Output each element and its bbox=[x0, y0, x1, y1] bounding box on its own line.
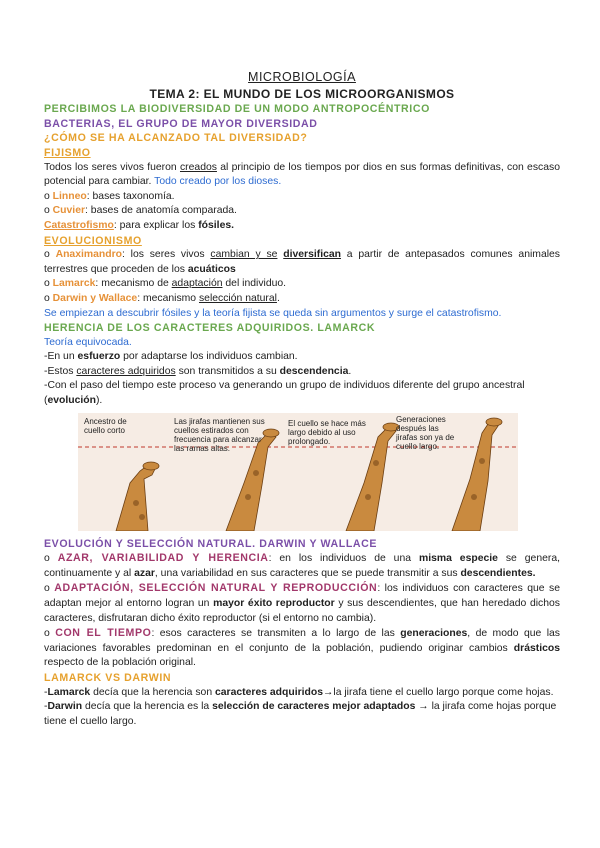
text: : los seres vivos bbox=[121, 249, 211, 261]
text: acuáticos bbox=[187, 263, 236, 275]
heading-evolucionismo: EVOLUCIONISMO bbox=[44, 234, 142, 247]
bullet: o bbox=[44, 583, 55, 595]
text: CON EL TIEMPO bbox=[55, 627, 152, 640]
bullet: o bbox=[44, 190, 53, 202]
text: -En un bbox=[44, 351, 78, 363]
text: : bases taxonomía. bbox=[86, 190, 175, 202]
text: , de modo que las variaciones favorables predominan en el conjunto de la población, pudiendo originar cambios bbox=[44, 628, 560, 654]
fijismo-paragraph bbox=[44, 161, 560, 190]
text: →la jirafa tiene el cuello largo porque come hojas. bbox=[323, 686, 554, 698]
heading-biodiversidad: PERCIBIMOS LA BIODIVERSIDAD DE UN MODO ANTROPOCÉNTRICO bbox=[44, 103, 430, 116]
herencia-line-2 bbox=[44, 365, 560, 380]
text: selección natural bbox=[198, 292, 277, 304]
herencia-note: Teoría equivocada. bbox=[44, 336, 132, 348]
text: creados bbox=[179, 161, 217, 173]
text: por adaptarse los individuos cambian. bbox=[120, 351, 298, 363]
text: -Con el paso del tiempo este proceso va generando un grupo de individuos diferente del grupo ancestral ( bbox=[44, 380, 525, 407]
text: generaciones bbox=[400, 628, 468, 640]
heading-fijismo: FIJISMO bbox=[44, 146, 91, 159]
text: : los individuos con caracteres que se adaptan mejor al entorno logran un bbox=[44, 583, 561, 610]
bullet: o bbox=[44, 249, 56, 261]
linneo-item bbox=[44, 190, 560, 205]
text: : en los individuos de una bbox=[268, 553, 419, 565]
document-page bbox=[44, 70, 560, 729]
text: fósiles. bbox=[198, 219, 235, 231]
text: esfuerzo bbox=[77, 351, 121, 363]
text: se genera, continuamente y al bbox=[44, 553, 561, 579]
text: AZAR, VARIABILIDAD Y HERENCIA bbox=[57, 552, 269, 565]
herencia-line-1 bbox=[44, 350, 560, 365]
caption-generations: Generaciones después las jirafas son ya de cuello largo. bbox=[396, 414, 455, 451]
bullet: o bbox=[44, 292, 53, 304]
text: : bases de anatomía comparada. bbox=[85, 205, 237, 217]
text: Linneo bbox=[52, 190, 87, 202]
evolucionismo-note: Se empiezan a descubrir fósiles y la teoría fijista se queda sin argumentos y surge el catastrofismo. bbox=[44, 307, 502, 319]
text: drásticos bbox=[513, 642, 560, 654]
text: : mecanismo bbox=[137, 292, 199, 304]
text: Darwin y Wallace bbox=[52, 292, 138, 304]
text: → la jirafa come hojas porque tiene el cuello largo. bbox=[44, 701, 557, 727]
caption-longer: El cuello se hace más largo debido al uso prolongado. bbox=[288, 418, 366, 446]
text: ). bbox=[95, 395, 103, 407]
text: . bbox=[276, 292, 280, 304]
text: : para explicar los bbox=[113, 219, 199, 231]
text: selección de caracteres mejor adaptados bbox=[212, 701, 416, 713]
bullet: o bbox=[44, 628, 56, 640]
lamarck-item bbox=[44, 277, 560, 292]
text: decía que la herencia son bbox=[90, 686, 215, 698]
vs-lamarck bbox=[44, 686, 560, 701]
text: Todo creado por los dioses. bbox=[154, 176, 282, 188]
text: ADAPTACIÓN, SELECCIÓN NATURAL Y REPRODUCCIÓN bbox=[54, 582, 378, 595]
text: : esos caracteres se transmiten a lo largo de las bbox=[151, 628, 401, 640]
text: Cuvier bbox=[52, 205, 86, 217]
cuvier-item bbox=[44, 204, 560, 219]
text: - bbox=[44, 701, 48, 713]
document-title: MICROBIOLOGÍA bbox=[248, 70, 356, 84]
text: Darwin bbox=[47, 701, 83, 713]
text: a partir de antepasados comunes animales terrestres que proceden de los bbox=[44, 249, 560, 275]
text: Anaximandro bbox=[55, 249, 122, 261]
adaptacion-item bbox=[44, 581, 560, 626]
text: evolución bbox=[47, 395, 96, 407]
heading-como: ¿CÓMO SE HA ALCANZADO TAL DIVERSIDAD? bbox=[44, 132, 308, 145]
text: y sus descendientes, que han heredado dichos caracteres, disfrutaran dicho éxito reproductor (si el entorno no cambia). bbox=[44, 598, 561, 624]
text: -Estos bbox=[44, 365, 77, 377]
text: . bbox=[348, 365, 352, 377]
catastrofismo-item bbox=[44, 219, 560, 234]
text: caracteres adquiridos bbox=[76, 365, 176, 377]
text: descendientes. bbox=[460, 567, 536, 579]
giraffe-short-neck bbox=[116, 462, 159, 531]
text: caracteres adquiridos bbox=[215, 686, 323, 698]
anaximandro-item bbox=[44, 248, 560, 277]
darwin-item bbox=[44, 292, 560, 307]
heading-lamarck-vs-darwin: LAMARCK VS DARWIN bbox=[44, 672, 172, 684]
heading-herencia: HERENCIA DE LOS CARACTERES ADQUIRIDOS. LAMARCK bbox=[44, 322, 376, 335]
heading-seleccion: EVOLUCIÓN Y SELECCIÓN NATURAL. DARWIN Y WALLACE bbox=[44, 537, 378, 550]
tiempo-item bbox=[44, 626, 560, 671]
text: misma especie bbox=[418, 553, 498, 565]
giraffe-evolution-figure bbox=[78, 413, 518, 531]
herencia-line-3 bbox=[44, 379, 560, 408]
text: - bbox=[44, 686, 48, 698]
bullet: o bbox=[44, 205, 53, 217]
text: , una variabilidad en sus caracteres que se puede transmitir a sus bbox=[154, 567, 461, 579]
text: adaptación bbox=[171, 278, 223, 290]
text: respecto de la población original. bbox=[44, 657, 196, 669]
text: del individuo. bbox=[222, 278, 287, 290]
text: decía que la herencia es la bbox=[82, 701, 213, 713]
caption-stretching: Las jirafas mantienen sus cuellos estirados con frecuencia para alcanzar las ramas altas. bbox=[174, 416, 265, 453]
text: descendencia bbox=[279, 365, 349, 377]
caption-ancestor: Ancestro de cuello corto bbox=[84, 416, 127, 435]
bullet: o bbox=[44, 553, 58, 565]
document-subtitle: TEMA 2: EL MUNDO DE LOS MICROORGANISMOS bbox=[149, 86, 455, 101]
text: Todos los seres vivos fueron bbox=[44, 161, 180, 173]
vs-darwin bbox=[44, 700, 560, 729]
bullet: o bbox=[44, 278, 53, 290]
text: Lamarck bbox=[47, 686, 91, 698]
text: son transmitidos a su bbox=[175, 365, 280, 377]
text: diversifican bbox=[283, 249, 341, 261]
heading-bacterias: BACTERIAS, EL GRUPO DE MAYOR DIVERSIDAD bbox=[44, 117, 318, 130]
text: cambian y se bbox=[210, 249, 278, 261]
text: al principio de los tiempos por dios en sus formas definitivas, con escaso potencial para cambiar. bbox=[44, 161, 560, 188]
text: Lamarck bbox=[52, 278, 96, 290]
text: mayor éxito reproductor bbox=[213, 598, 335, 610]
text: : mecanismo de bbox=[95, 278, 172, 290]
text: Catastrofismo bbox=[44, 219, 114, 231]
text: azar bbox=[134, 567, 155, 579]
azar-item bbox=[44, 551, 560, 581]
